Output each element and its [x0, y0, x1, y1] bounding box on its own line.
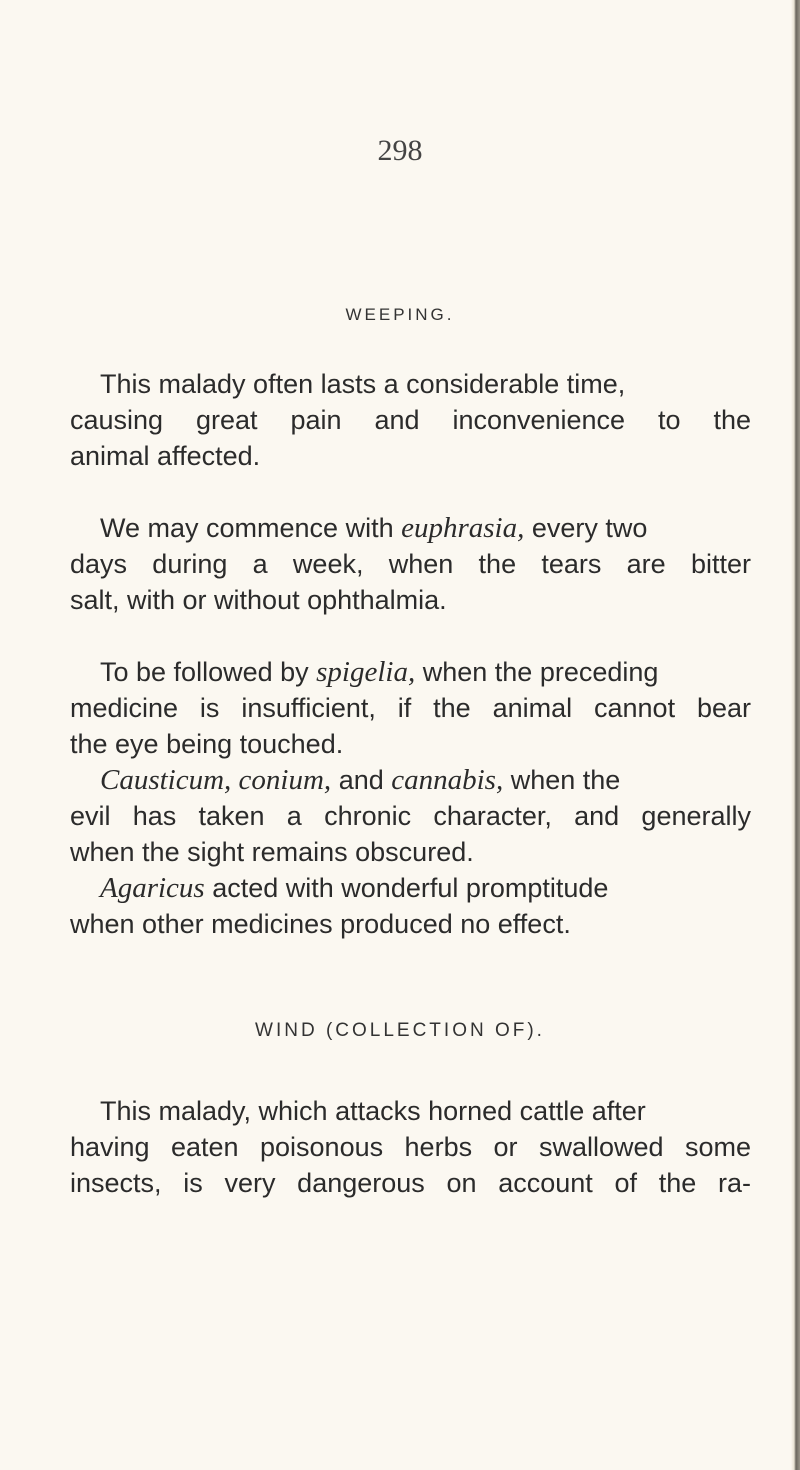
section-heading-wind: WIND (COLLECTION OF). — [255, 1020, 545, 1041]
text-line — [100, 870, 751, 906]
text-line — [70, 1165, 751, 1201]
text-line — [70, 690, 751, 726]
text-segment: the eye being touched. — [70, 729, 344, 759]
italic-term: spigelia, — [316, 656, 416, 688]
text-line — [70, 726, 751, 762]
text-segment: To be followed by — [100, 657, 317, 687]
text-line — [100, 1093, 751, 1129]
text-segment: every two — [524, 513, 648, 543]
italic-term: euphrasia, — [401, 512, 525, 544]
text-line — [70, 438, 751, 474]
text-segment: when other medicines produced no effect. — [70, 909, 571, 939]
text-segment: animal affected. — [70, 441, 261, 471]
section-heading-weeping: WEEPING. — [345, 305, 455, 324]
italic-term: cannabis, — [391, 764, 504, 796]
text-segment: when the — [503, 765, 621, 795]
text-segment: medicine is insufficient, if the animal cannot bear — [70, 693, 751, 723]
text-line — [70, 798, 751, 834]
text-line — [70, 834, 751, 870]
text-line — [70, 1129, 751, 1165]
text-segment: when the preceding — [415, 657, 659, 687]
text-line — [70, 906, 751, 942]
text-line — [100, 366, 751, 402]
text-line — [70, 546, 751, 582]
text-segment: We may commence with — [100, 513, 402, 543]
text-segment: salt, with or without ophthalmia. — [70, 585, 447, 615]
text-segment: having eaten poisonous herbs or swallowed some — [70, 1132, 751, 1162]
text-line — [70, 402, 751, 438]
text-segment: evil has taken a chronic character, and generally — [70, 801, 751, 831]
text-segment: days during a week, when the tears are bitter — [70, 549, 751, 579]
text-segment: acted with wonderful promptitude — [204, 873, 609, 903]
italic-term: Agaricus — [100, 872, 205, 904]
page-number: 298 — [377, 134, 423, 167]
text-segment: causing great pain and inconvenience to the — [70, 405, 751, 435]
text-line — [100, 654, 751, 690]
text-segment: This malady, which attacks horned cattle after — [100, 1096, 646, 1126]
text-segment: This malady often lasts a considerable time, — [100, 369, 626, 399]
text-segment: and — [331, 765, 392, 795]
text-segment: when the sight remains obscured. — [70, 837, 474, 867]
text-line — [100, 510, 751, 546]
text-segment: insects, is very dangerous on account of the ra- — [70, 1168, 751, 1198]
italic-term: Causticum, conium, — [100, 764, 332, 796]
page-edge — [791, 0, 800, 1470]
text-line — [70, 582, 751, 618]
text-line — [100, 762, 751, 798]
